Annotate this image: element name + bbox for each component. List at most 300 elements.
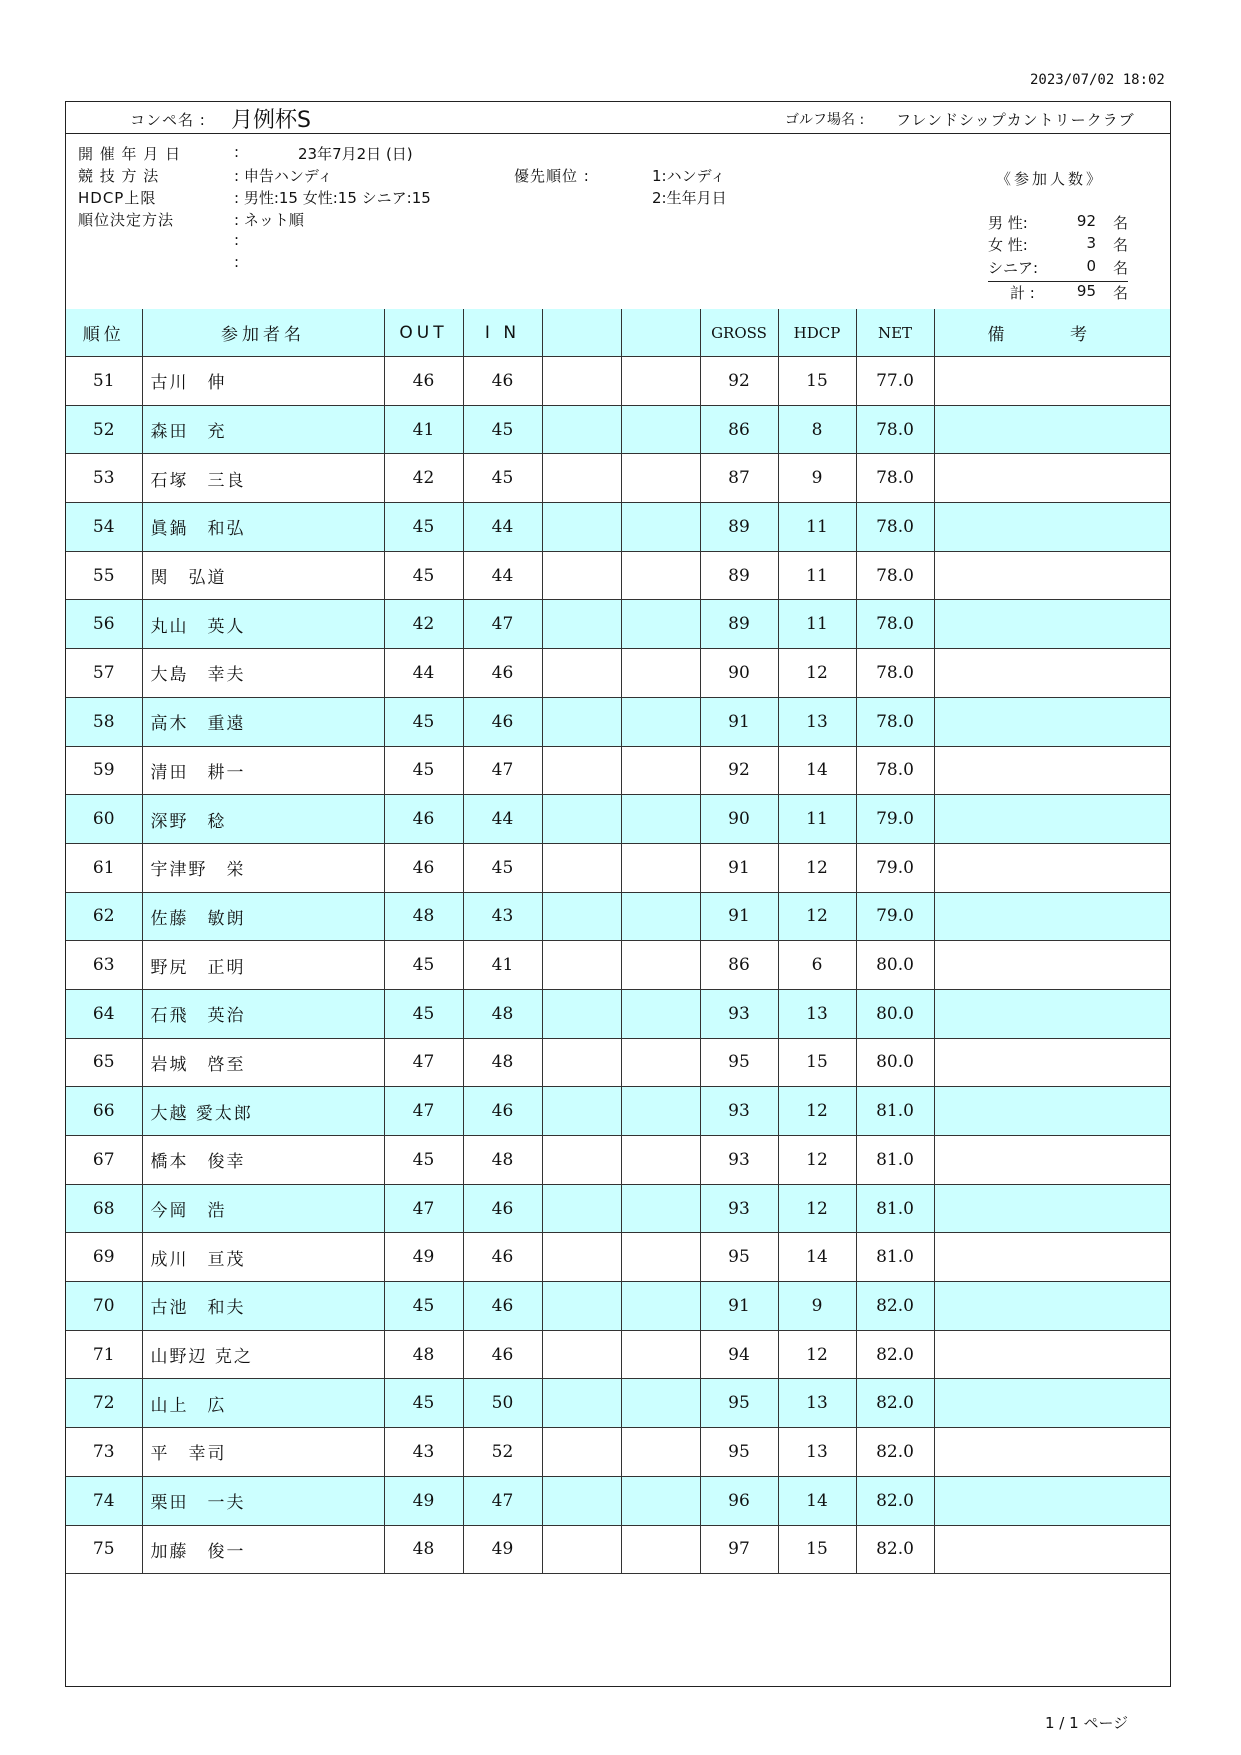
priority-label: 優先順位 : [514, 167, 590, 185]
col-rank: 順位 [66, 309, 142, 357]
cell-rank: 65 [66, 1038, 142, 1087]
cell-net: 78.0 [856, 697, 934, 746]
cell-rank: 63 [66, 941, 142, 990]
cell-rank: 62 [66, 892, 142, 941]
priority-1: 1:ハンディ [652, 167, 726, 185]
cell-player-name: 大越 愛太郎 [142, 1087, 384, 1136]
cell-net: 78.0 [856, 551, 934, 600]
cell-player-name: 高木 重遠 [142, 697, 384, 746]
cell-in: 46 [463, 1184, 542, 1233]
cell-net: 78.0 [856, 746, 934, 795]
table-row [66, 843, 1170, 892]
cell-blank-2 [621, 697, 700, 746]
cell-hdcp: 15 [778, 1525, 856, 1574]
cell-in: 52 [463, 1428, 542, 1477]
table-row [66, 503, 1170, 552]
cell-blank-1 [542, 1428, 621, 1477]
cell-hdcp: 13 [778, 1379, 856, 1428]
cell-player-name: 深野 稔 [142, 795, 384, 844]
cell-rank: 58 [66, 697, 142, 746]
cell-hdcp: 9 [778, 454, 856, 503]
course-label: ゴルフ場名 : [785, 112, 865, 128]
cell-remarks [934, 892, 1170, 941]
cell-net: 79.0 [856, 892, 934, 941]
cell-in: 46 [463, 1330, 542, 1379]
cell-blank-2 [621, 941, 700, 990]
cell-player-name: 石塚 三良 [142, 454, 384, 503]
attendance-senior [988, 257, 1128, 277]
senior-count: 0 [1086, 257, 1096, 275]
cell-remarks [934, 600, 1170, 649]
col-blank-1 [542, 309, 621, 357]
cell-remarks [934, 454, 1170, 503]
attendance-title: 《参加人数》 [996, 170, 1105, 188]
cell-out: 43 [384, 1428, 463, 1477]
cell-player-name: 山上 広 [142, 1379, 384, 1428]
cell-player-name: 成川 亘茂 [142, 1233, 384, 1282]
total-label: 計 : [1010, 284, 1035, 302]
cell-remarks [934, 1282, 1170, 1331]
cell-out: 46 [384, 795, 463, 844]
table-row [66, 1087, 1170, 1136]
cell-gross: 92 [700, 357, 778, 406]
cell-blank-2 [621, 1038, 700, 1087]
cell-in: 48 [463, 1038, 542, 1087]
cell-hdcp: 12 [778, 1184, 856, 1233]
cell-net: 78.0 [856, 405, 934, 454]
cell-net: 82.0 [856, 1476, 934, 1525]
table-row [66, 1136, 1170, 1185]
cell-in: 47 [463, 600, 542, 649]
competition-name: 月例杯S [231, 108, 311, 133]
cell-in: 46 [463, 357, 542, 406]
cell-player-name: 石飛 英治 [142, 989, 384, 1038]
cell-gross: 91 [700, 1282, 778, 1331]
cell-rank: 60 [66, 795, 142, 844]
results-sheet [65, 101, 1171, 1687]
cell-blank-1 [542, 1282, 621, 1331]
attendance-female [988, 234, 1128, 254]
cell-net: 78.0 [856, 503, 934, 552]
cell-in: 41 [463, 941, 542, 990]
table-row [66, 989, 1170, 1038]
cell-in: 45 [463, 405, 542, 454]
cell-out: 45 [384, 1282, 463, 1331]
cell-net: 78.0 [856, 454, 934, 503]
cell-remarks [934, 357, 1170, 406]
cell-out: 45 [384, 503, 463, 552]
cell-blank-2 [621, 1136, 700, 1185]
cell-gross: 89 [700, 551, 778, 600]
cell-blank-1 [542, 746, 621, 795]
cell-blank-2 [621, 892, 700, 941]
cell-in: 47 [463, 746, 542, 795]
cell-blank-1 [542, 1136, 621, 1185]
cell-player-name: 橋本 俊幸 [142, 1136, 384, 1185]
course-name: フレンドシップカントリークラブ [896, 111, 1135, 129]
cell-player-name: 今岡 浩 [142, 1184, 384, 1233]
cell-in: 46 [463, 697, 542, 746]
cell-remarks [934, 795, 1170, 844]
cell-hdcp: 8 [778, 405, 856, 454]
table-row [66, 1330, 1170, 1379]
cell-blank-1 [542, 989, 621, 1038]
cell-gross: 93 [700, 1184, 778, 1233]
cell-blank-2 [621, 1233, 700, 1282]
results-table [66, 309, 1170, 1574]
rank-method-value: : ネット順 [234, 211, 304, 229]
cell-out: 48 [384, 1525, 463, 1574]
cell-blank-2 [621, 551, 700, 600]
cell-blank-1 [542, 1330, 621, 1379]
cell-remarks [934, 1136, 1170, 1185]
col-in: I N [463, 309, 542, 357]
cell-in: 44 [463, 551, 542, 600]
cell-gross: 87 [700, 454, 778, 503]
cell-blank-2 [621, 1428, 700, 1477]
cell-player-name: 宇津野 栄 [142, 843, 384, 892]
cell-blank-1 [542, 843, 621, 892]
cell-hdcp: 9 [778, 1282, 856, 1331]
cell-blank-2 [621, 405, 700, 454]
cell-gross: 95 [700, 1428, 778, 1477]
cell-remarks [934, 843, 1170, 892]
cell-out: 48 [384, 1330, 463, 1379]
cell-remarks [934, 941, 1170, 990]
cell-gross: 91 [700, 843, 778, 892]
col-net: NET [856, 309, 934, 357]
cell-hdcp: 6 [778, 941, 856, 990]
table-row [66, 405, 1170, 454]
cell-rank: 75 [66, 1525, 142, 1574]
cell-hdcp: 14 [778, 746, 856, 795]
cell-rank: 51 [66, 357, 142, 406]
cell-hdcp: 14 [778, 1476, 856, 1525]
cell-hdcp: 12 [778, 843, 856, 892]
cell-blank-1 [542, 697, 621, 746]
cell-net: 77.0 [856, 357, 934, 406]
cell-out: 45 [384, 989, 463, 1038]
cell-blank-2 [621, 1476, 700, 1525]
cell-remarks [934, 1038, 1170, 1087]
cell-hdcp: 12 [778, 1330, 856, 1379]
cell-rank: 55 [66, 551, 142, 600]
cell-out: 45 [384, 697, 463, 746]
table-header-row [66, 309, 1170, 357]
cell-blank-2 [621, 746, 700, 795]
male-count: 92 [1076, 212, 1096, 230]
col-gross: GROSS [700, 309, 778, 357]
cell-rank: 69 [66, 1233, 142, 1282]
total-unit: 名 [1112, 284, 1128, 302]
table-row [66, 649, 1170, 698]
cell-blank-1 [542, 1233, 621, 1282]
table-row [66, 1233, 1170, 1282]
cell-out: 47 [384, 1184, 463, 1233]
cell-out: 45 [384, 1136, 463, 1185]
cell-player-name: 山野辺 克之 [142, 1330, 384, 1379]
cell-blank-2 [621, 1330, 700, 1379]
col-hdcp: HDCP [778, 309, 856, 357]
cell-remarks [934, 746, 1170, 795]
cell-in: 44 [463, 795, 542, 844]
cell-out: 48 [384, 892, 463, 941]
cell-in: 45 [463, 843, 542, 892]
cell-rank: 74 [66, 1476, 142, 1525]
cell-remarks [934, 1330, 1170, 1379]
cell-gross: 95 [700, 1038, 778, 1087]
cell-rank: 54 [66, 503, 142, 552]
cell-out: 42 [384, 454, 463, 503]
cell-rank: 72 [66, 1379, 142, 1428]
cell-player-name: 古池 和夫 [142, 1282, 384, 1331]
cell-player-name: 加藤 俊一 [142, 1525, 384, 1574]
table-row [66, 1428, 1170, 1477]
male-unit: 名 [1112, 214, 1128, 232]
table-row [66, 551, 1170, 600]
cell-hdcp: 12 [778, 892, 856, 941]
cell-net: 81.0 [856, 1233, 934, 1282]
cell-rank: 64 [66, 989, 142, 1038]
cell-player-name: 野尻 正明 [142, 941, 384, 990]
cell-in: 50 [463, 1379, 542, 1428]
cell-blank-2 [621, 454, 700, 503]
male-label: 男 性: [988, 214, 1028, 232]
cell-blank-1 [542, 405, 621, 454]
cell-net: 82.0 [856, 1282, 934, 1331]
page-number: 1 / 1 ページ [1045, 1714, 1129, 1732]
cell-player-name: 清田 耕一 [142, 746, 384, 795]
cell-hdcp: 13 [778, 1428, 856, 1477]
cell-blank-2 [621, 600, 700, 649]
table-row [66, 941, 1170, 990]
cell-player-name: 佐藤 敏朗 [142, 892, 384, 941]
cell-blank-2 [621, 1184, 700, 1233]
table-row [66, 697, 1170, 746]
cell-net: 82.0 [856, 1330, 934, 1379]
date-colon: : [234, 143, 240, 161]
cell-remarks [934, 1379, 1170, 1428]
cell-rank: 61 [66, 843, 142, 892]
cell-out: 44 [384, 649, 463, 698]
cell-blank-1 [542, 1038, 621, 1087]
cell-gross: 95 [700, 1379, 778, 1428]
cell-remarks [934, 405, 1170, 454]
cell-blank-2 [621, 357, 700, 406]
cell-rank: 68 [66, 1184, 142, 1233]
cell-rank: 73 [66, 1428, 142, 1477]
cell-in: 49 [463, 1525, 542, 1574]
cell-blank-2 [621, 795, 700, 844]
hdcp-value: : 男性:15 女性:15 シニア:15 [234, 189, 431, 207]
cell-player-name: 森田 充 [142, 405, 384, 454]
cell-player-name: 大島 幸夫 [142, 649, 384, 698]
cell-remarks [934, 503, 1170, 552]
cell-net: 82.0 [856, 1379, 934, 1428]
cell-player-name: 古川 伸 [142, 357, 384, 406]
cell-rank: 57 [66, 649, 142, 698]
cell-rank: 66 [66, 1087, 142, 1136]
cell-in: 48 [463, 989, 542, 1038]
cell-out: 46 [384, 357, 463, 406]
cell-hdcp: 12 [778, 649, 856, 698]
cell-rank: 53 [66, 454, 142, 503]
cell-gross: 95 [700, 1233, 778, 1282]
print-timestamp: 2023/07/02 18:02 [1030, 72, 1165, 88]
cell-blank-1 [542, 1476, 621, 1525]
table-row [66, 1282, 1170, 1331]
cell-rank: 52 [66, 405, 142, 454]
cell-out: 41 [384, 405, 463, 454]
senior-unit: 名 [1112, 259, 1128, 277]
hdcp-label: HDCP上限 [78, 189, 157, 207]
cell-net: 82.0 [856, 1428, 934, 1477]
cell-out: 45 [384, 746, 463, 795]
cell-remarks [934, 649, 1170, 698]
method-value: : 申告ハンディ [234, 167, 333, 185]
cell-remarks [934, 551, 1170, 600]
cell-out: 47 [384, 1038, 463, 1087]
cell-out: 46 [384, 843, 463, 892]
cell-blank-1 [542, 600, 621, 649]
cell-gross: 93 [700, 989, 778, 1038]
cell-hdcp: 15 [778, 357, 856, 406]
cell-in: 47 [463, 1476, 542, 1525]
cell-net: 78.0 [856, 649, 934, 698]
cell-remarks [934, 1525, 1170, 1574]
cell-hdcp: 11 [778, 795, 856, 844]
competition-label: コンペ名 : [130, 111, 206, 129]
cell-hdcp: 12 [778, 1136, 856, 1185]
cell-rank: 59 [66, 746, 142, 795]
cell-hdcp: 11 [778, 600, 856, 649]
cell-out: 49 [384, 1476, 463, 1525]
table-row [66, 1476, 1170, 1525]
cell-player-name: 岩城 啓至 [142, 1038, 384, 1087]
rank-method-label: 順位決定方法 [78, 211, 175, 229]
cell-net: 81.0 [856, 1136, 934, 1185]
cell-blank-1 [542, 892, 621, 941]
cell-blank-1 [542, 1525, 621, 1574]
cell-in: 48 [463, 1136, 542, 1185]
cell-blank-2 [621, 1525, 700, 1574]
cell-net: 81.0 [856, 1184, 934, 1233]
cell-blank-2 [621, 989, 700, 1038]
cell-net: 82.0 [856, 1525, 934, 1574]
cell-remarks [934, 697, 1170, 746]
cell-remarks [934, 1233, 1170, 1282]
cell-in: 45 [463, 454, 542, 503]
table-row [66, 892, 1170, 941]
cell-blank-1 [542, 941, 621, 990]
table-row [66, 1184, 1170, 1233]
cell-player-name: 眞鍋 和弘 [142, 503, 384, 552]
cell-blank-2 [621, 649, 700, 698]
table-row [66, 357, 1170, 406]
cell-blank-1 [542, 649, 621, 698]
attendance-male [988, 212, 1128, 232]
priority-2: 2:生年月日 [652, 189, 727, 207]
cell-hdcp: 12 [778, 1087, 856, 1136]
table-row [66, 600, 1170, 649]
cell-hdcp: 11 [778, 503, 856, 552]
cell-out: 45 [384, 941, 463, 990]
cell-gross: 93 [700, 1136, 778, 1185]
cell-gross: 90 [700, 795, 778, 844]
cell-out: 45 [384, 1379, 463, 1428]
cell-rank: 71 [66, 1330, 142, 1379]
cell-gross: 92 [700, 746, 778, 795]
cell-player-name: 丸山 英人 [142, 600, 384, 649]
cell-gross: 91 [700, 697, 778, 746]
cell-remarks [934, 989, 1170, 1038]
cell-remarks [934, 1087, 1170, 1136]
cell-gross: 86 [700, 941, 778, 990]
total-count: 95 [1076, 282, 1096, 300]
date-value: 23年7月2日 (日) [298, 145, 413, 163]
cell-gross: 91 [700, 892, 778, 941]
cell-remarks [934, 1184, 1170, 1233]
cell-in: 44 [463, 503, 542, 552]
table-row [66, 1379, 1170, 1428]
cell-in: 43 [463, 892, 542, 941]
senior-label: シニア: [988, 259, 1039, 277]
cell-hdcp: 14 [778, 1233, 856, 1282]
table-row [66, 746, 1170, 795]
cell-net: 78.0 [856, 600, 934, 649]
cell-rank: 70 [66, 1282, 142, 1331]
cell-blank-2 [621, 843, 700, 892]
attendance-total [988, 282, 1128, 302]
cell-in: 46 [463, 649, 542, 698]
cell-out: 42 [384, 600, 463, 649]
cell-player-name: 平 幸司 [142, 1428, 384, 1477]
cell-hdcp: 11 [778, 551, 856, 600]
method-label: 競 技 方 法 [78, 167, 160, 185]
table-row [66, 795, 1170, 844]
cell-blank-2 [621, 1282, 700, 1331]
cell-net: 80.0 [856, 941, 934, 990]
cell-gross: 86 [700, 405, 778, 454]
col-player-name: 参加者名 [142, 309, 384, 357]
blank-line-1: : [234, 231, 240, 249]
cell-blank-1 [542, 795, 621, 844]
cell-rank: 56 [66, 600, 142, 649]
table-row [66, 1525, 1170, 1574]
cell-gross: 94 [700, 1330, 778, 1379]
cell-player-name: 栗田 一夫 [142, 1476, 384, 1525]
cell-blank-1 [542, 357, 621, 406]
cell-hdcp: 13 [778, 989, 856, 1038]
cell-gross: 89 [700, 600, 778, 649]
cell-blank-1 [542, 551, 621, 600]
date-label: 開 催 年 月 日 [78, 145, 182, 163]
cell-in: 46 [463, 1282, 542, 1331]
cell-gross: 93 [700, 1087, 778, 1136]
cell-blank-2 [621, 503, 700, 552]
cell-net: 79.0 [856, 795, 934, 844]
cell-remarks [934, 1428, 1170, 1477]
female-unit: 名 [1112, 236, 1128, 254]
cell-blank-1 [542, 503, 621, 552]
cell-net: 80.0 [856, 989, 934, 1038]
blank-line-2: : [234, 253, 240, 271]
cell-out: 47 [384, 1087, 463, 1136]
cell-out: 45 [384, 551, 463, 600]
cell-in: 46 [463, 1087, 542, 1136]
cell-blank-1 [542, 1379, 621, 1428]
col-remarks: 備 考 [934, 309, 1170, 357]
